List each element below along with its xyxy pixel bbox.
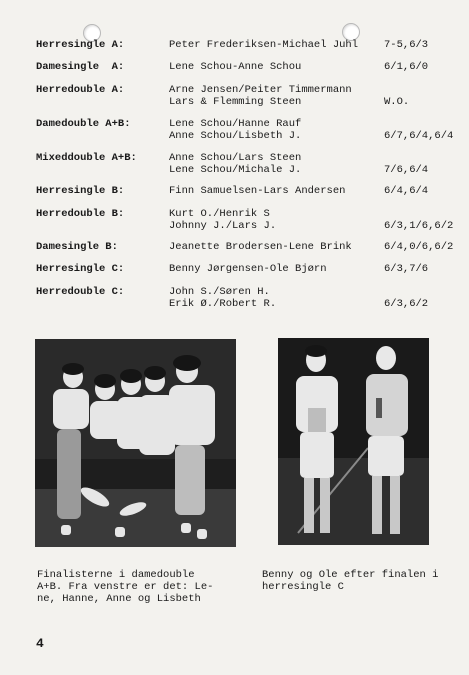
player-line: Erik Ø./Robert R. — [169, 298, 277, 310]
player-line: Lars & Flemming Steen — [169, 96, 302, 108]
result-score: 7/6,6/4 — [384, 164, 429, 176]
result-category: Damesingle B: — [36, 241, 118, 253]
result-category: Herresingle A: — [36, 39, 125, 51]
result-players — [169, 263, 327, 275]
result-score: 6/1,6/0 — [384, 61, 429, 73]
result-category: Mixeddouble A+B: — [36, 152, 137, 164]
result-score: 6/3,7/6 — [384, 263, 429, 275]
player-line: Kurt O./Henrik S — [169, 208, 270, 220]
player-line: Johnny J./Lars J. — [169, 220, 277, 232]
player-line: Lene Schou/Hanne Rauf — [169, 118, 302, 130]
result-score: 6/4,6/4 — [384, 185, 429, 197]
player-line: Jeanette Brodersen-Lene Brink — [169, 241, 352, 253]
result-players — [169, 208, 276, 232]
result-players — [169, 39, 358, 51]
caption-left-photo: Finalisterne i damedouble A+B. Fra venstre er det: Le- ne, Hanne, Anne og Lisbeth — [37, 569, 214, 605]
player-line: Anne Schou/Lisbeth J. — [169, 130, 302, 142]
result-players — [169, 241, 352, 253]
player-line: Anne Schou/Lars Steen — [169, 152, 302, 164]
photo-finalists-damedouble — [35, 339, 236, 547]
player-line: John S./Søren H. — [169, 286, 270, 298]
result-score: 7-5,6/3 — [384, 39, 429, 51]
player-line: Peter Frederiksen-Michael Juhl — [169, 39, 359, 51]
player-line: Benny Jørgensen-Ole Bjørn — [169, 263, 327, 275]
result-category: Damedouble A+B: — [36, 118, 131, 130]
result-category: Damesingle A: — [36, 61, 125, 73]
page-number: 4 — [36, 636, 44, 651]
result-players — [169, 118, 301, 142]
result-score: 6/3,1/6,6/2 — [384, 220, 454, 232]
player-line: Arne Jensen/Peiter Timmermann — [169, 84, 352, 96]
caption-right-photo: Benny og Ole efter finalen i herresingle C — [262, 569, 439, 593]
player-line: Lene Schou-Anne Schou — [169, 61, 302, 73]
result-score: 6/4,0/6,6/2 — [384, 241, 454, 253]
player-line: Lene Schou/Michale J. — [169, 164, 302, 176]
photo-benny-ole — [278, 338, 429, 545]
result-category: Herredouble B: — [36, 208, 125, 220]
result-category: Herresingle B: — [36, 185, 125, 197]
result-players — [169, 61, 301, 73]
player-line: Finn Samuelsen-Lars Andersen — [169, 185, 346, 197]
result-score: 6/3,6/2 — [384, 298, 429, 310]
result-players — [169, 185, 345, 197]
result-players — [169, 152, 301, 176]
result-score: W.O. — [384, 96, 410, 108]
result-score: 6/7,6/4,6/4 — [384, 130, 454, 142]
result-category: Herredouble A: — [36, 84, 125, 96]
result-players — [169, 286, 276, 310]
result-category: Herresingle C: — [36, 263, 125, 275]
result-players — [169, 84, 352, 108]
result-category: Herredouble C: — [36, 286, 125, 298]
